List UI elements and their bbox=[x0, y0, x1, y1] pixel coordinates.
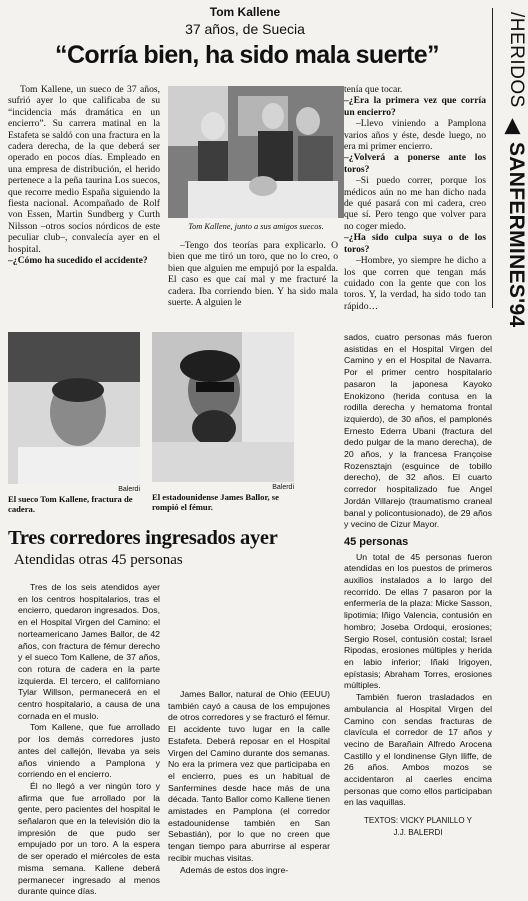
brand-label: SANFERMINES'94 bbox=[505, 142, 528, 328]
story2-subhead: Atendidas otras 45 personas bbox=[14, 552, 183, 568]
story2-col1-para: Él no llegó a ver ningún toro y afirma que fue arrollado por la gente, pero pacientes del hospital le señalaron que en la televisión dio la impresión de que pudo ser empujado por un toro. A la espera de ser operado el miércoles de esta misma semana. Kallene deberá permanecer ingresado al menos durante quince días. bbox=[18, 780, 160, 897]
interview-question: –¿Ha sido culpa suya o de los toros? bbox=[344, 232, 486, 255]
story2-col1-para: Tres de los seis atendidos ayer en los centros hospitalarios, tras el encierro, quedaron ingresados. Dos, en el Hospital Virgen del Camino: el norteamericano James Ballor, de 42 años, con fractura de fémur derecho y el sueco Tom Kallene, de 37 años, con rotura de cadera en la parte izquierda. El tercero, el californiano Tylar Willson, permanecerá en el centro hospitalario, a causa de una cornada en el muslo. bbox=[18, 582, 160, 721]
story2-col3 bbox=[344, 332, 492, 839]
photo-ballor bbox=[152, 332, 294, 482]
story2-col3-para: También fueron trasladados en ambulancia al Hospital Virgen del Camino con sendas fracturas de clavícula el corredor de 17 años y vecino de Barañain Alfredo Arocena Castillo y el londinense Glyn Iliffe, de 26 años. Ambos mozos se accidentaron al caerles encima personas que como ellos participaban en las vaquillas. bbox=[344, 692, 492, 808]
story2-headline: Tres corredores ingresados ayer bbox=[8, 527, 278, 549]
story2-col1 bbox=[18, 582, 160, 898]
story2-col1-para: Tom Kallene, que fue arrollado por los demás corredores justo antes del callejón, llevaba ya seis años viniendo a Pamplona y corriendo en el encierro. bbox=[18, 722, 160, 780]
photo-kallene-credit: Balerdi bbox=[118, 486, 140, 493]
interview-answer: –Llevo viniendo a Pamplona varios años y éste, desde luego, no era mi primer encierro. bbox=[344, 118, 486, 153]
arrow-icon: ◀ bbox=[502, 118, 525, 135]
ballor-portrait-illustration bbox=[152, 332, 294, 482]
byline: J.J. BALERDI bbox=[393, 827, 443, 837]
kicker-detail: 37 años, de Suecia bbox=[185, 21, 305, 37]
interview-answer: –Hombre, yo siempre he dicho a los que corren que tengan más cuidado con la gente que con los toros. Y, la verdad, ha sido todo tan rápido… bbox=[344, 255, 486, 312]
photo-ballor-credit: Balerdi bbox=[272, 484, 294, 491]
kallene-portrait-illustration bbox=[8, 332, 140, 484]
main-photo-caption: Tom Kallene, junto a sus amigos suecos. bbox=[188, 222, 324, 231]
story2-col2-para: Además de estos dos ingre- bbox=[180, 864, 289, 875]
headline: “Corría bien, ha sido mala suerte” bbox=[55, 41, 439, 69]
story1-col1 bbox=[8, 84, 160, 267]
photo-kallene-caption: El sueco Tom Kallene, fractura de cadera. bbox=[8, 494, 133, 514]
story1-col2 bbox=[168, 240, 338, 308]
story1-answer: –Tengo dos teorías para explicarlo. O bien que me tiró un toro, que no lo creo, o bien que alguien me empujó por la espalda. El caso es que caí mal y me fracturé la cadera. Iba corriendo bien. Y ha sido mala suerte. A alguien le bbox=[168, 240, 338, 309]
interview-answer: –Si puedo correr, porque los médicos aún no me han dicho nada de qué pasará con mi cadera, creo que sí. Pero tengo que volver para no coger miedo. bbox=[344, 175, 486, 232]
section-label: /HERIDOS bbox=[506, 12, 527, 108]
main-photo bbox=[168, 86, 344, 218]
story1-col3 bbox=[344, 84, 486, 312]
story1-question: –¿Cómo ha sucedido el accidente? bbox=[8, 255, 148, 267]
kicker-name: Tom Kallene bbox=[209, 5, 281, 19]
story1-intro: Tom Kallene, un sueco de 37 años, sufrió ayer lo que calificaba de su “incidencia más dramática en un encierro”. Su carrera matinal en la Estafeta se saldó con una fractura en la cadera derecha, de la que deberá ser operado en pocos días. Empleado en una empresa de distribución, el herido pertenece a la peña taurina Los suecos, que recorre medio España siguiendo la fiesta nacional. Acompañado de Rolf von Essen, Martin Sundberg y Curth Nilsson –otros socios nórdicos de este peculiar club–, convalecía ayer en el hospital. bbox=[8, 84, 160, 255]
interview-answer: tenía que tocar. bbox=[344, 84, 403, 95]
sidebar-rule bbox=[492, 8, 493, 308]
story2-col3-para: Un total de 45 personas fueron atendidas en los puestos de primeros auxilios instalados a lo largo del recorrido. De ellas 7 pasaron por la enfermería de la plaza: Micke Sasson, lipotimia; Iñigo Valencia, contusión en hombro; Joseba Ordoqui, erosiones; Sergio Rosel, contusión costal; Israel Ripodas, erosiones múltiples y herida en labio inferior; Iñaki Irigoyen, epístasis; Abraham Torres, erosiones múltiples. bbox=[344, 551, 492, 691]
interview-question: –¿Volverá a ponerse ante los toros? bbox=[344, 152, 486, 175]
story2-col2 bbox=[168, 689, 330, 876]
story2-col3-cont: sados, cuatro personas más fueron asistidas en el Hospital Virgen del Camino y en el Hospital de Navarra. Por el primer centro hospitalario pasaron la japonesa Kayoko Enokizono (herida contusa en la rodilla derecha y hematoma frontal izquierdo), de 30 años, el pamplonés Ernesto Ederra Ubani (fractura del dedo pulgar de la mano derecha), de 20 años, y la francesa Françoise Rozensztajn (esguince de tobillo derecho), de 32 años. El cuarto corredor hospitalizado fue Angel Jordán Villarejo (traumatismo craneal banal y policontusionado), de 29 años y vecino de Cizur Mayor. bbox=[344, 332, 492, 530]
photo-ballor-caption: El estadounidense James Ballor, se rompió el fémur. bbox=[152, 492, 279, 512]
byline: TEXTOS: VICKY PLANILLO Y bbox=[363, 816, 473, 826]
story2-col2-para: James Ballor, natural de Ohio (EEUU) también cayó a causa de los empujones de otros corredores y se fracturó el fémur. El accidente tuvo lugar en la calle Estafeta. Deberá reposar en el Hospital Virgen del Camino durante dos semanas. No era la primera vez que participaba en el encierro, pues es un habitual de Sanfermines desde hace más de una década. Tanto Ballor como Kallene tienen amistades en Pamplona (el corredor estadounidense también en San Sebastián), por lo que no creen que tengan tiempo para aburrirse al esperar recibir muchas visitas. bbox=[168, 689, 330, 863]
hospital-scene-illustration bbox=[168, 86, 344, 218]
section-head-45: 45 personas bbox=[344, 535, 409, 548]
interview-question: –¿Era la primera vez que corría un encierro? bbox=[344, 95, 486, 118]
photo-kallene bbox=[8, 332, 140, 484]
